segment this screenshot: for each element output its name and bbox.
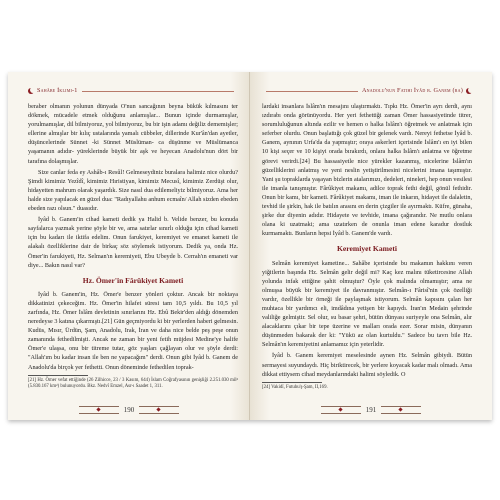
right-header-title: Anadolu'nun Fatihi İyâd b. Ganem (ra) — [361, 87, 463, 94]
open-book — [8, 72, 492, 420]
paragraph: İyâd b. Ganem'in cihad kameti dedik ya Halid b. Velide benzer, bu konuda sayfalarca yazmak yerine şöyle bir ve, ama satırlar sınırlı olduğu için cihad kameti için bu kadarı ile iktifa edelim. Onun farukiyet, keremiyet ve emanet kameti ile alakalı özelliklerine dair de birkaç söz söylemek istiyorum. Dedik ya, onda Hz. Ömer'in farukiyeti, Hz. Selman'ın keremiyeti, Ebu Ubeyde b. Cerrah'ın emaneti var diye... Bakın nasıl var? — [28, 216, 238, 269]
right-page-header — [262, 86, 472, 96]
left-page-body — [28, 102, 238, 390]
paragraph: lardaki insanlara İslâm'ın mesajını ulaştırmaktı. Tıpkı Hz. Ömer'in ayrı derdi, aynı ızdırabı onda görünüyordu. Her yeri fethettiği zaman Ömer hassasiyetinde titrer, sorumluluğunun altında ezilir ve hemen o halka İslâm'ı öğretmek ve anlatmak için seferber olurdu. Onun başlattığı çok güzel bir gelenek vardı. Nereyi fethetse İyâd b. Ganem, aynının Urfa'da da yapmıştır; oraya askerleri içerisinde İslâm'ı en iyi bilen 10 kişi seçer ve 10 kişiyi orada bırakırdı, onlara halka İslâm'ı anlatma ve öğretme görevi verirdi.[24] Bu hassasiyetle nice yürekler kazanmış, nicelerine İslâm'ın güzelliklerini anlatmış ve yeni neslin yetiştirilmesini nicelerini imana taşımıştır. Yani şu topraklarda yaşayan bizlerin atalarımızı, dedeleri, nineleri, hep onun vesilesi ile imanla tanışmıştır. Fârûkiyet makamı, adilce toprak fethi değil, gönül fethidir. Onun bir kamı, bir kameti. Fârûkiyet makamı, iman ile inkarın, hidayet ile dalaletin, tevhid ile şirkin, hak ile batılın arasını en derin çizgiler ile ayırmaktı. Küfre, günaha, şirke dur diyenin adıdır. Hidayete ve tevhide, imana çağırandır. Ne mutlu onlara olana ki uzatmaki; ama uzatırken de onunla iman edene karadur dostluk kurmamaktı. Bunların hepsi İyâd b. Ganem'de vardı. — [262, 103, 472, 238]
paragraph: İyâd b. Ganem'in, Hz. Ömer'e benzer yönleri çoktur. Ancak bir noktaya dikkatinizi çekeceğim. Hz. Ömer'in hilafet süresi tam 10,5 yıldı. Bu 10,5 yıl zarfında, Hz. Ömer İslâm devletinin sınırlarını Hz. Ebû Bekir'den aldığı dönemden neredeyse 3 katına çıkarmıştı.[21] Gün geçmiyordu ki bir yerlerden haberi gelmesin. Kudüs, Mısır, Ürdün, Şam, Anadolu, Irak, İran ve daha nice belde peş peşe onun zamanında fethedilmişti. Ancak ne zaman bir yeni fetih müjdesi Medine'ye halife Ömer'e ulaşsa, onu bir titreme tutar, göz yaşları çağlayan olur ve şöyle derdi: "Allah'ım bu kadar insan ile ben ne yapacağım" derdi. Onun gibi İyâd b. Ganem de Anadolu'da birçok yer fethetti. Onun döneminde fethedilen toprak- — [28, 290, 238, 371]
paragraph: İyâd b. Ganem keremiyet meselesinde aynen Hz. Selmân gibiydi. Bütün sermayesi suyundaydı. Hiç biriktirecek, bir yerlere koyacak kadar malı olmadı. Ama dikkat ettiysem cihad meydanlarındaki halimi söyledik. O — [262, 352, 472, 378]
page-number-footer — [8, 406, 250, 414]
left-header-title: Sahâbe İklimi-1 — [37, 87, 78, 94]
footnote-divider — [262, 382, 322, 383]
page-number-footer — [250, 406, 492, 414]
right-page-body — [262, 102, 472, 391]
left-page — [8, 72, 250, 420]
ornament-icon — [79, 406, 119, 414]
header-rule — [266, 91, 358, 92]
left-page-header — [28, 86, 238, 96]
page-number: 191 — [365, 406, 377, 414]
footnote-divider — [28, 375, 88, 376]
crescent-ornament-icon — [466, 88, 472, 94]
footnote: [21] Hz. Ömer vefat ettiğinde (26 Zilhicce, 23 / 3 Kasım, 644) İslam Coğrafyasının genişliği 2.251.030 mil² (5.830.167 km²) bulunuyordu. Bkz. Nedvî Emzel, Asr-ı Saadet 1, 311. — [28, 377, 238, 389]
section-heading: Keremiyet Kameti — [337, 244, 397, 254]
crescent-ornament-icon — [28, 88, 34, 94]
right-page — [250, 72, 492, 420]
paragraph: Selmân keremiyet kametine... Sahâbe içerisinde bu makamın hakkını veren yiğitlerin başında Hz. Selmân gelir değil mi? Kaç kez malını tüketircesine Allah yolunda infak ettiğine şahit olmuştur? Öyle çok malında olmamıştır; ama ne olmuşsa büyük bir keremiyet ile davranmıştır. Selmân-ı Fârisî'nin çok özelliği vardır, özellikle bir örneği ile paylaşmak istiyorum. Selmân kapısını çalan her muhtaca bir yardımcı eli, imdâdına yetişen bir kapıydı. İran'ın Medain şehrinde valiliğe gelmiştir. Sel olur, su basar şehri, bütün dünyası suriyeyle ona Selmân, alır alacaklarını çıkar bir tepe üzerine ve malları orada ezer. Sorar misin, dünyanın düşünmeden bakarak der ki: "Yükü az olan kurtuldu." Sadece bu tavrı bile Hz. Selmân'ın keremiyetini anlamamız için yeterlidir. — [262, 259, 472, 349]
section-heading: Hz. Ömer'in Fârûkiyet Kameti — [82, 275, 184, 285]
paragraph: beraber olmanın yolunun dünyada O'nun sancağının beyna bükük kılmasını ter dökmek, mücadele etmek olduğunu anlamışlar... Bunun içinde durmamışlar, yorulmamışlar, dil bilmiyoruz, yol bilmiyoruz, bu bir işin adamı değiliz dememişler; ellerine almışlar bir kılıç ustalarında yamalı cübbeler, dillerinde Kur'ân'dan ayetler, düşüncelerinde Sünnet -ki Sünnet Müslüman- ca düşünme ve Müslümanca yaşamanın adıdır- yüreklerinde büyük bir aşk ve heyecan Anadolu'nun dört bir tarafına dolaşmışlar. — [28, 103, 238, 165]
header-rule — [82, 91, 234, 92]
paragraph: Size canlar feda ey Ashâb-ı Resûl! Gelmeseydiniz buralara halimiz nice olurdu? Şimdi kimimiz Yezîdî, kimimiz Hıristiyan, kimimiz Mecusî, kimimiz Zerdüşt olur, hidayetten mahrum olarak yaşardık. Size nasıl dua edilemeliyiz bilmiyoruz. Ama her halde size yapılacak en güzel dua: "Radıyallahu anhum ecmaîn/ Allah sizden ebeden ebeden razı olsun." duasıdır. — [28, 168, 238, 213]
ornament-icon — [381, 406, 421, 414]
ornament-icon — [139, 406, 179, 414]
ornament-icon — [321, 406, 361, 414]
page-number: 190 — [123, 406, 135, 414]
footnote: [24] Vakidî, Futuhu'ş-Şam, II,169. — [262, 384, 328, 390]
